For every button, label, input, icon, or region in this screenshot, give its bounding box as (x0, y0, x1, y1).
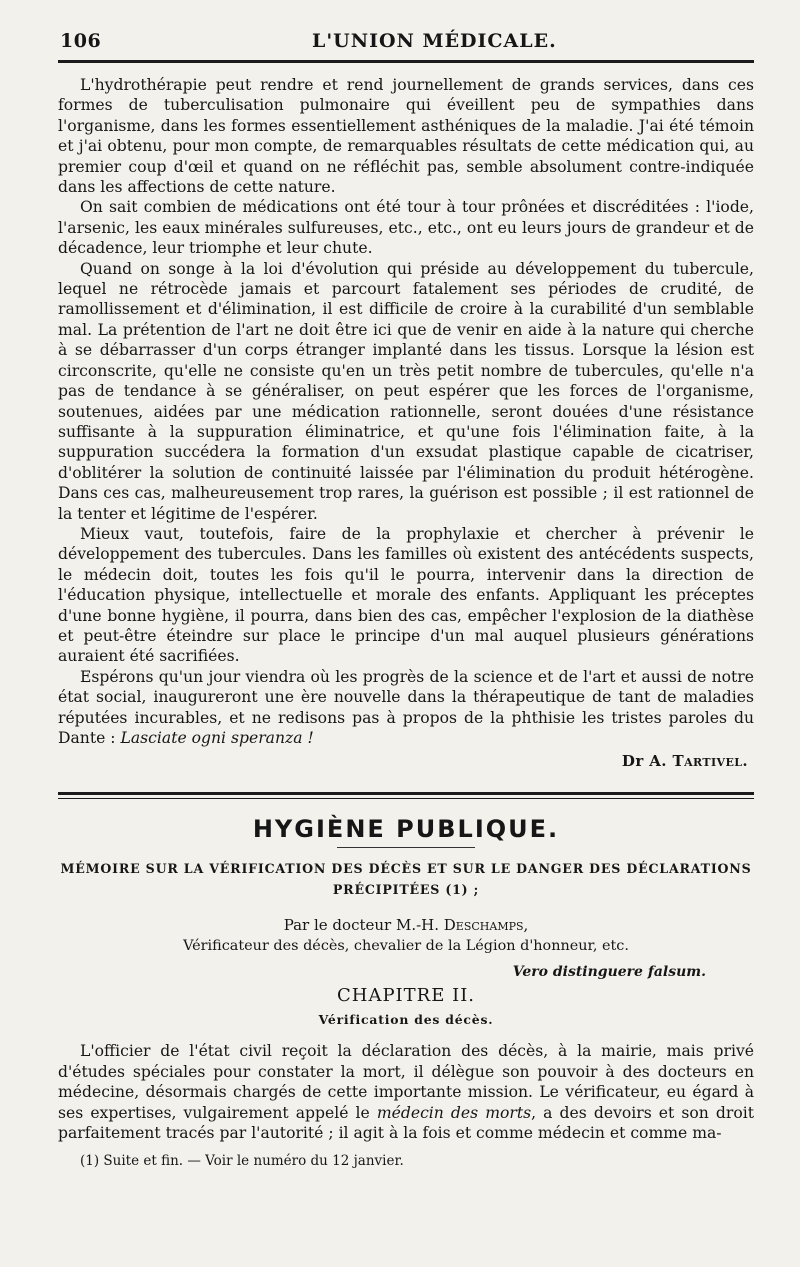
section-rule-thin (58, 798, 754, 799)
author-description: Vérificateur des décès, chevalier de la Légion d'honneur, etc. (183, 938, 629, 955)
footnote: (1) Suite et fin. — Voir le numéro du 12 janvier. (80, 1153, 404, 1170)
chapter-heading: CHAPITRE II. (336, 985, 476, 1007)
subsection-heading: Vérification des décès. (318, 1012, 494, 1028)
author-prefix: Par le docteur M.-H. (283, 916, 444, 935)
page-number: 106 (60, 30, 102, 52)
text-after: , a des devoirs et son droit parfaitement tracés par l'autorité ; il agit à la fois et comme médecin et comme ma- (58, 1103, 754, 1143)
paragraph (58, 1041, 754, 1143)
section-title-underline (337, 847, 475, 848)
paragraph: Mieux vaut, toutefois, faire de la prophylaxie et chercher à prévenir le développement des tubercules. Dans les familles où existent des antécédents suspects, le médecin doit, toutes les fois qu'il le pourra, intervenir dans la direction de l'éducation physique, intellectuelle et morale des enfants. Appliquant les préceptes d'une bonne hygiène, il pourra, dans bien des cas, empêcher l'explosion de la diathèse et peut-être éteindre sur place le principe d'un mal auquel plusieurs générations auraient été sacrifiées. (58, 524, 754, 666)
article-deschamps (58, 1041, 754, 1143)
section-rule-thick (58, 792, 754, 795)
header-rule (58, 60, 754, 63)
epigraph: Vero distinguere falsum. (512, 964, 706, 981)
signature (58, 752, 754, 770)
closing-text: Espérons qu'un jour viendra où les progrès de la science et de l'art et aussi de notre état social, inaugureront une ère nouvelle dans la thérapeutique de tant de maladies réputées incurables, et ne redisons pas à propos de la phthisie les tristes paroles du Dante : (58, 667, 754, 747)
paragraph: On sait combien de médications ont été tour à tour prônées et discréditées : l'iode, l'arsenic, les eaux minérales sulfureuses, etc., etc., ont eu leurs jours de grandeur et de décadence, leur triomphe et leur chute. (58, 198, 754, 258)
memoire-title: MÉMOIRE SUR LA VÉRIFICATION DES DÉCÈS ET SUR LE DANGER DES DÉCLARATIONS PRÉCIPITÉES (1) ; (60, 861, 752, 898)
author-line (58, 915, 754, 935)
paragraph: Quand on songe à la loi d'évolution qui préside au développement du tubercule, lequel ne rétrocède jamais et parcourt fatalement ses périodes de crudité, de ramollissement et d'élimination, il est difficile de croire à la curabilité d'un semblable mal. La prétention de l'art ne doit être ici que de venir en aide à la nature qui cherche à se débarrasser d'un corps étranger implanté dans les tissus. Lorsque la lésion est circonscrite, qu'elle ne consiste qu'en un très petit nombre de tubercules, qu'elle n'a pas de tendance à se généraliser, on peut espérer que les forces de l'organisme, soutenues, aidées par une médication rationnelle, seront douées d'une résistance suffisante à la suppuration éliminatrice, et qu'une fois l'élimination faite, à la suppuration succédera la formation d'un exsudat plastique capable de cicatriser, d'oblitérer la solution de continuité laissée par l'élimination du produit hétérogène. Dans ces cas, malheureusement trop rares, la guérison est possible ; il est rationnel de la tenter et légitime de l'espérer. (58, 259, 754, 523)
paragraph: L'hydrothérapie peut rendre et rend journellement de grands services, dans ces formes de tuberculisation pulmonaire qui éveillent peu de sympathies dans l'organisme, dans les formes essentiellement asthéniques de la maladie. J'ai été témoin et j'ai obtenu, pour mon compte, de remarquables résultats de cette médication qui, au premier coup d'œil et quand on ne réfléchit pas, semble absolument contre-indiquée dans les affections de cette nature. (58, 76, 754, 197)
dante-quote: Lasciate ogni speranza ! (120, 729, 314, 747)
running-title: L'UNION MÉDICALE. (312, 30, 557, 52)
paragraph-closing (58, 667, 754, 749)
author-name: Deschamps, (443, 916, 529, 935)
signature-name: Tartivel. (672, 752, 748, 771)
article-tartivel (58, 75, 754, 748)
section-title: HYGIÈNE PUBLIQUE. (252, 815, 560, 844)
text-before: L'officier de l'état civil reçoit la déclaration des décès, à la mairie, mais privé d'études spéciales pour constater la mort, il délègue son pouvoir à des docteurs en médecine, désormais chargés de cette importante mission. Le vérificateur, eu égard à ses expertises, vulgairement appelé le (58, 1042, 754, 1122)
italic-term: médecin des morts (376, 1103, 532, 1122)
signature-prefix: Dr A. (621, 752, 673, 771)
page-header (58, 0, 754, 60)
